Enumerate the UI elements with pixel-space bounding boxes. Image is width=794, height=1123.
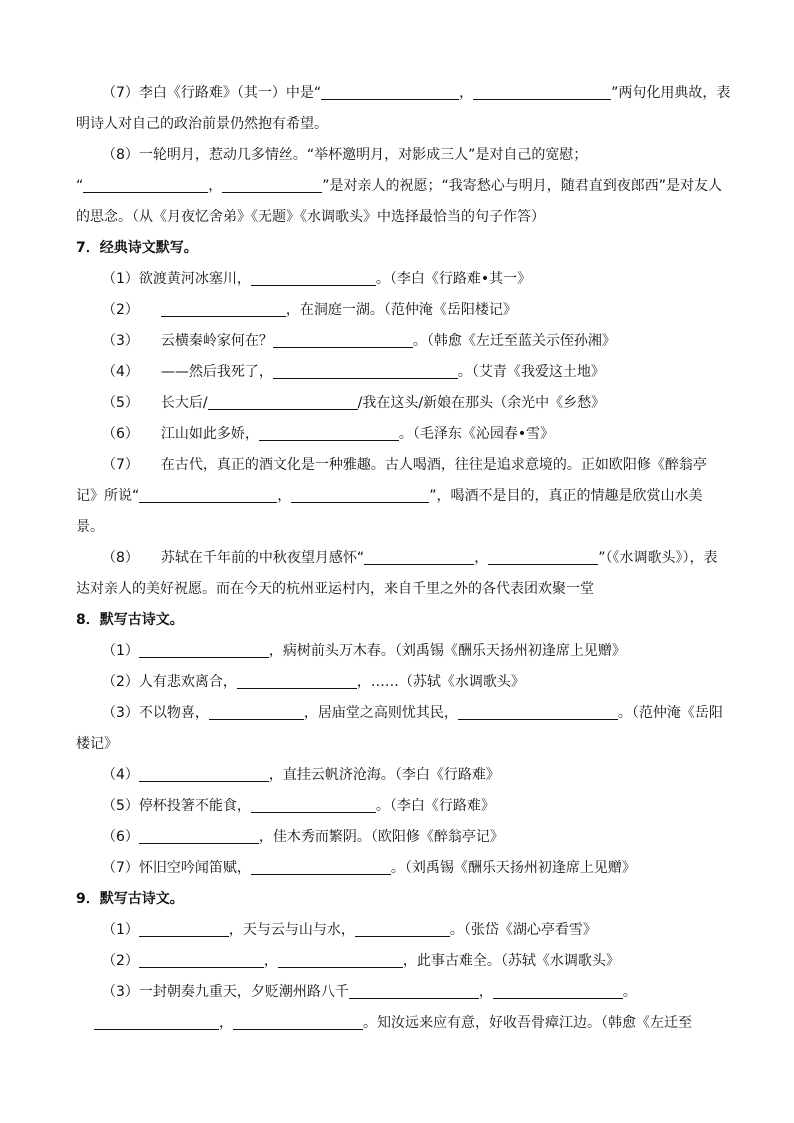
q9-item-1: （1） ，天与云与山与水， 。（张岱《湖心亭看雪》 [102,922,597,938]
answer-blank[interactable] [251,859,391,875]
q7-item-8-line2: 达对亲人的美好祝愿。而在今天的杭州亚运村内，来自千里之外的各代表团欢聚一堂 [76,581,594,597]
answer-blank[interactable] [251,797,376,813]
q7-item-7-line2: 记》所说“ ， ”，喝酒不是目的，真正的情趣是欣赏山水美 [76,488,703,504]
answer-blank[interactable] [139,828,259,844]
answer-blank[interactable] [321,84,459,100]
answer-blank[interactable] [139,766,269,782]
q7-item-6: （6） 江山如此多娇， 。（毛泽东《沁园春•雪》 [102,426,555,442]
q9-item-2: （2） ， ，此事古难全。（苏轼《水调歌头》 [102,953,620,969]
q7-item-4: （4） ——然后我死了， 。（艾青《我爱这土地》 [102,364,605,380]
exam-page [76,78,742,1039]
q8-item-3-line2: 楼记》 [76,736,118,752]
answer-blank[interactable] [139,642,269,658]
q8-item-4: （4） ，直挂云帆济沧海。（李白《行路难》 [102,767,500,783]
answer-blank[interactable] [208,394,358,410]
answer-blank[interactable] [83,177,208,193]
answer-blank[interactable] [493,983,623,999]
answer-blank[interactable] [355,921,450,937]
q6-item-8-line3: 的思念。（从《月夜忆舍弟》《无题》《水调歌头》中选择最恰当的句子作答） [76,209,545,225]
answer-blank[interactable] [349,983,479,999]
answer-blank[interactable] [222,177,322,193]
q8-item-1: （1） ，病树前头万木春。（刘禹锡《酬乐天扬州初逢席上见赠》 [102,643,626,659]
q8-item-5: （5）停杯投箸不能食， 。（李白《行路难》 [102,798,495,814]
answer-blank[interactable] [273,332,413,348]
item-text: ”两句化用典故，表 [611,85,731,101]
answer-blank[interactable] [364,549,474,565]
answer-blank[interactable] [237,673,357,689]
q7-item-7: （7） 在古代，真正的酒文化是一种雅趣。古人喝酒，往往是追求意境的。正如欧阳修《醉翁亭 [102,457,707,473]
item-text: （7）李白《行路难》（其一）中是“ [102,85,322,101]
q8-item-2: （2）人有悲欢离合， ，……（苏轼《水调歌头》 [102,674,525,690]
q6-item-7: （7）李白《行路难》（其一）中是“ ， ”两句化用典故，表 [102,85,731,101]
answer-blank[interactable] [139,952,264,968]
q7-item-7-line3: 景。 [76,519,104,535]
q9-item-3-line2: ， 。知汝远来应有意，好收吾骨瘴江边。（韩愈《左迁至 [76,1008,742,1039]
answer-blank[interactable] [139,487,277,503]
question-9-title: 9．默写古诗文。 [76,891,184,907]
answer-blank[interactable] [473,84,611,100]
q7-item-8: （8） 苏轼在千年前的中秋夜望月感怀“ ， ”（《水调歌头》），表 [102,550,718,566]
question-7-title: 7．经典诗文默写。 [76,240,198,256]
question-8-title: 8．默写古诗文。 [76,612,184,628]
q7-item-1: （1）欲渡黄河冰塞川， 。（李白《行路难•其一》 [102,271,532,287]
q6-item-8-line2: “ ， ”是对亲人的祝愿；“我寄愁心与明月，随君直到夜郎西”是对友人 [76,178,723,194]
item-text: ”是对亲人的祝愿；“我寄愁心与明月，随君直到夜郎西”是对友人 [322,178,723,194]
answer-blank[interactable] [233,1014,363,1030]
answer-blank[interactable] [139,921,229,937]
answer-blank[interactable] [259,425,399,441]
answer-blank[interactable] [209,704,304,720]
q7-item-2: （2） ，在洞庭一湖。（范仲淹《岳阳楼记》 [102,302,517,318]
answer-blank[interactable] [291,487,429,503]
q8-item-6: （6） ，佳木秀而繁阴。（欧阳修《醉翁亭记》 [102,829,504,845]
q8-item-3: （3）不以物喜， ，居庙堂之高则忧其民， 。（范仲淹《岳阳 [102,705,723,721]
answer-blank[interactable] [458,704,618,720]
q6-item-8: （8）一轮明月，惹动几多情丝。“举杯邀明月，对影成三人”是对自己的宽慰； [102,147,588,163]
q6-item-7-line2: 明诗人对自己的政治前景仍然抱有希望。 [76,116,328,132]
answer-blank[interactable] [278,952,403,968]
q7-item-5: （5） 长大后/ /我在这头/新娘在那头（余光中《乡愁》 [102,395,606,411]
q7-item-3: （3） 云横秦岭家何在？ 。（韩愈《左迁至蓝关示侄孙湘》 [102,333,616,349]
q9-item-3: （3）一封朝奏九重天，夕贬潮州路八千 ， 。 [102,984,637,1000]
q8-item-7: （7）怀旧空吟闻笛赋， 。（刘禹锡《酬乐天扬州初逢席上见赠》 [102,860,636,876]
answer-blank[interactable] [273,363,458,379]
answer-blank[interactable] [94,1014,219,1030]
answer-blank[interactable] [161,301,286,317]
answer-blank[interactable] [251,270,376,286]
answer-blank[interactable] [488,549,598,565]
